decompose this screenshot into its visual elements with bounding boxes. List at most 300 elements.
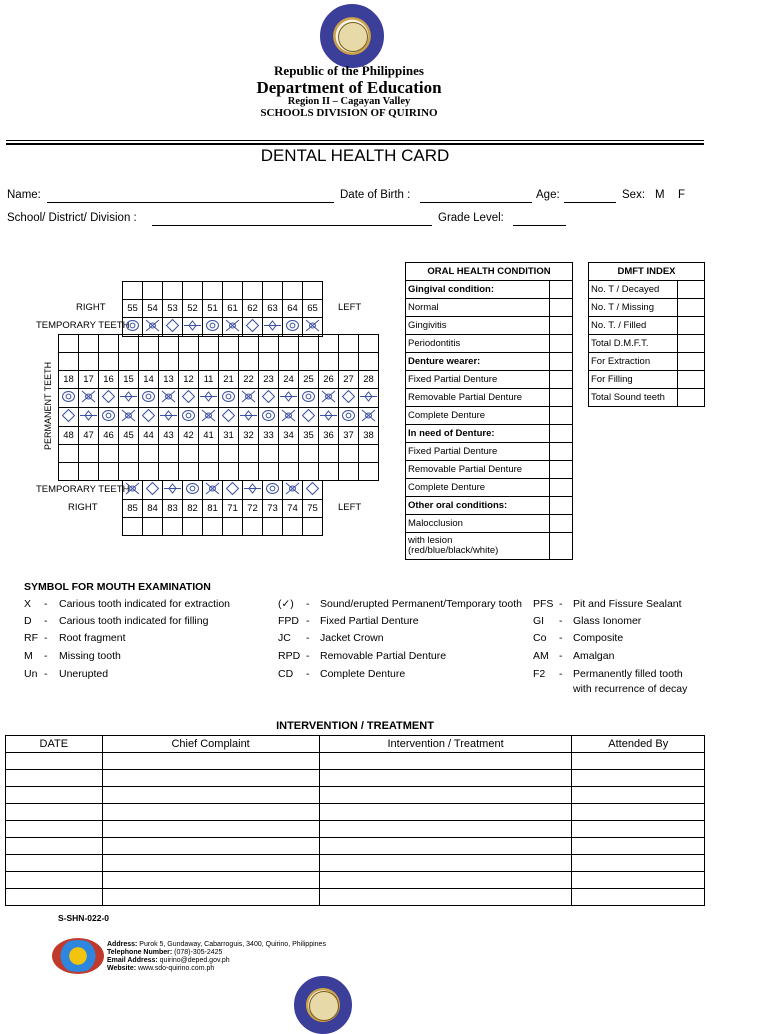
oral-check-box[interactable] [550,335,573,353]
intervention-cell[interactable] [102,855,319,872]
age-label: Age: [536,189,560,201]
tooth-diagram-permanent[interactable] [319,408,339,427]
intervention-row [6,821,705,838]
symbol-dash: - [306,632,310,644]
tooth-box[interactable] [279,463,299,481]
tooth-number: 62 [243,300,263,318]
oral-check-box[interactable] [550,281,573,299]
intervention-cell[interactable] [319,838,572,855]
lesion-colors: (red/blue/black/white) [408,545,499,556]
tooth-diagram-permanent[interactable] [299,389,319,408]
tooth-box[interactable] [143,518,163,536]
tooth-box[interactable] [339,353,359,371]
tooth-diagram-permanent[interactable] [219,389,239,408]
tooth-diagram-permanent[interactable] [159,408,179,427]
intervention-cell[interactable] [572,753,705,770]
tooth-diagram-permanent[interactable] [259,389,279,408]
intervention-cell[interactable] [6,855,103,872]
header-divider-2 [6,143,704,145]
tooth-diagram-permanent[interactable] [279,389,299,408]
tooth-box[interactable] [339,463,359,481]
tooth-box[interactable] [239,335,259,353]
oral-row-label: In need of Denture: [406,425,550,443]
grade-label: Grade Level: [438,212,504,224]
tooth-diagram-permanent[interactable] [79,389,99,408]
intervention-cell[interactable] [572,787,705,804]
tooth-box[interactable] [123,282,143,300]
tooth-diagram-permanent[interactable] [339,408,359,427]
tooth-number: 61 [223,300,243,318]
dmft-row-label: No. T / Decayed [589,281,678,299]
tooth-box[interactable] [79,335,99,353]
oral-check-box[interactable] [550,461,573,479]
oral-row [406,479,573,497]
oral-row [406,317,573,335]
tooth-number: 83 [163,500,183,518]
intervention-cell[interactable] [319,821,572,838]
tooth-box[interactable] [279,335,299,353]
lower-temporary-grid [122,480,323,536]
tooth-diagram-permanent[interactable] [359,389,379,408]
tooth-diagram-temporary-lower[interactable] [303,481,323,500]
dmft-table [588,262,705,407]
dob-label: Date of Birth : [340,189,411,201]
oral-check-box[interactable] [550,407,573,425]
tooth-box[interactable] [143,282,163,300]
intervention-row [6,838,705,855]
tooth-diagram-permanent[interactable] [199,408,219,427]
tooth-box[interactable] [279,353,299,371]
tooth-box[interactable] [179,353,199,371]
symbol-description: Sound/erupted Permanent/Temporary tooth [320,598,522,610]
intervention-cell[interactable] [319,889,572,906]
intervention-cell[interactable] [6,889,103,906]
tooth-box[interactable] [163,282,183,300]
tooth-number: 37 [339,427,359,445]
tooth-surface-icon [80,408,97,423]
intervention-cell[interactable] [6,872,103,889]
intervention-cell[interactable] [102,787,319,804]
tooth-box[interactable] [159,445,179,463]
dmft-row-label: For Extraction [589,353,678,371]
permanent-teeth-label: PERMANENT TEETH [43,361,53,450]
dmft-row [589,353,705,371]
tooth-number: 18 [59,371,79,389]
form-code: S-SHN-022-0 [58,913,110,923]
symbol-code: F2 [533,668,546,680]
tooth-diagram-permanent[interactable] [179,389,199,408]
dmft-row-label: Total D.M.F.T. [589,335,678,353]
symbol-description: Pit and Fissure Sealant [573,598,682,610]
tooth-box[interactable] [59,463,79,481]
symbol-dash: - [559,615,563,627]
tooth-box[interactable] [259,335,279,353]
tooth-box[interactable] [79,463,99,481]
tooth-box[interactable] [299,463,319,481]
name-field[interactable] [47,202,334,203]
tooth-box[interactable] [239,445,259,463]
oral-check-box[interactable] [550,497,573,515]
tooth-box[interactable] [319,335,339,353]
symbols-title: SYMBOL FOR MOUTH EXAMINATION [24,581,211,593]
grade-field[interactable] [513,225,566,226]
tooth-box[interactable] [139,335,159,353]
tooth-box[interactable] [219,353,239,371]
tooth-diagram-permanent[interactable] [139,389,159,408]
intervention-cell[interactable] [319,872,572,889]
intervention-cell[interactable] [319,787,572,804]
permanent-grid [58,334,379,481]
tooth-number: 32 [239,427,259,445]
symbol-dash: - [559,668,563,680]
intervention-row [6,787,705,804]
oral-check-box[interactable] [550,389,573,407]
tooth-box[interactable] [159,463,179,481]
oral-row [406,497,573,515]
tooth-diagram-permanent[interactable] [99,408,119,427]
tooth-box[interactable] [239,353,259,371]
tooth-box[interactable] [319,463,339,481]
tooth-box[interactable] [219,335,239,353]
tooth-box[interactable] [179,445,199,463]
dmft-value-box[interactable] [678,281,705,299]
tooth-number: 53 [163,300,183,318]
temporary-label-lower: TEMPORARY TEETH [36,484,130,495]
tooth-surface-icon [220,408,237,423]
symbol-dash: - [306,650,310,662]
intervention-row [6,770,705,787]
tooth-surface-icon [240,389,257,404]
tooth-surface-icon [100,389,117,404]
tooth-surface-icon [284,481,301,496]
tooth-box[interactable] [359,353,379,371]
tooth-box[interactable] [339,335,359,353]
tooth-surface-icon [340,408,357,423]
intervention-cell[interactable] [102,838,319,855]
tooth-diagram-permanent[interactable] [119,389,139,408]
symbol-description: Carious tooth indicated for extraction [59,598,231,610]
tooth-number: 17 [79,371,99,389]
phone-value: (078)-305-2425 [174,949,223,956]
intervention-cell[interactable] [102,821,319,838]
intervention-cell[interactable] [6,787,103,804]
tooth-surface-icon [360,408,377,423]
tooth-number: 73 [263,500,283,518]
tooth-box[interactable] [263,282,283,300]
tooth-diagram-permanent[interactable] [299,408,319,427]
tooth-box[interactable] [259,445,279,463]
tooth-number: 54 [143,300,163,318]
tooth-number: 42 [179,427,199,445]
tooth-box[interactable] [203,282,223,300]
oral-check-box[interactable] [550,353,573,371]
tooth-box[interactable] [283,518,303,536]
symbol-description: Missing tooth [59,650,121,662]
web-value[interactable]: www.sdo-quirino.com.ph [138,965,215,972]
tooth-box[interactable] [99,463,119,481]
tooth-box[interactable] [199,335,219,353]
intervention-row [6,804,705,821]
intervention-cell[interactable] [572,855,705,872]
tooth-box[interactable] [223,282,243,300]
intervention-cell[interactable] [102,770,319,787]
left-label-upper: LEFT [338,302,362,313]
tooth-diagram-permanent[interactable] [279,408,299,427]
tooth-diagram-temporary-lower[interactable] [143,481,163,500]
tooth-diagram-permanent[interactable] [119,408,139,427]
tooth-diagram-temporary-lower[interactable] [223,481,243,500]
tooth-box[interactable] [299,445,319,463]
tooth-box[interactable] [359,463,379,481]
oral-row-label: Other oral conditions: [406,497,550,515]
dob-field[interactable] [420,202,532,203]
tooth-diagram-permanent[interactable] [239,389,259,408]
tooth-box[interactable] [259,353,279,371]
tooth-diagram-temporary-lower[interactable] [183,481,203,500]
tooth-surface-icon [184,318,201,333]
tooth-box[interactable] [99,335,119,353]
intervention-cell[interactable] [6,804,103,821]
tooth-surface-icon [60,408,77,423]
symbol-dash: - [306,668,310,680]
tooth-box[interactable] [199,353,219,371]
tooth-diagram-permanent[interactable] [159,389,179,408]
tooth-box[interactable] [119,353,139,371]
tooth-surface-icon [300,408,317,423]
tooth-diagram-temporary-lower[interactable] [163,481,183,500]
tooth-box[interactable] [339,445,359,463]
tooth-box[interactable] [243,518,263,536]
temporary-label-upper: TEMPORARY TEETH [36,320,130,331]
tooth-box[interactable] [179,463,199,481]
tooth-box[interactable] [59,445,79,463]
tooth-diagram-temporary-lower[interactable] [243,481,263,500]
oral-row-label: Fixed Partial Denture [406,371,550,389]
deped-seal-bottom [294,976,352,1034]
symbol-description: Removable Partial Denture [320,650,447,662]
intervention-cell[interactable] [6,770,103,787]
left-label-lower: LEFT [338,502,362,513]
intervention-cell[interactable] [319,804,572,821]
tooth-box[interactable] [183,518,203,536]
tooth-box[interactable] [219,445,239,463]
intervention-cell[interactable] [102,804,319,821]
dmft-value-box[interactable] [678,299,705,317]
dmft-value-box[interactable] [678,353,705,371]
dmft-value-box[interactable] [678,317,705,335]
tooth-number: 27 [339,371,359,389]
tooth-box[interactable] [59,335,79,353]
tooth-diagram-permanent[interactable] [139,408,159,427]
tooth-box[interactable] [119,445,139,463]
tooth-box[interactable] [319,445,339,463]
tooth-surface-icon [124,481,141,496]
intervention-cell[interactable] [572,838,705,855]
tooth-box[interactable] [119,335,139,353]
tooth-diagram-temporary-lower[interactable] [263,481,283,500]
tooth-surface-icon [200,389,217,404]
dmft-value-box[interactable] [678,371,705,389]
tooth-box[interactable] [79,445,99,463]
dmft-row [589,281,705,299]
tooth-surface-icon [244,481,261,496]
symbol-description: Jacket Crown [320,632,384,644]
intervention-cell[interactable] [572,872,705,889]
tooth-box[interactable] [283,282,303,300]
sex-m-option[interactable]: M [655,189,665,201]
tooth-surface-icon [180,408,197,423]
symbol-dash: - [44,598,48,610]
tooth-diagram-permanent[interactable] [339,389,359,408]
dmft-row-label: No. T. / Filled [589,317,678,335]
tooth-box[interactable] [79,353,99,371]
tooth-diagram-permanent[interactable] [199,389,219,408]
tooth-box[interactable] [299,353,319,371]
tooth-box[interactable] [299,335,319,353]
symbol-description: Carious tooth indicated for filling [59,615,209,627]
email-value[interactable]: quirino@deped.gov.ph [159,957,230,964]
tooth-diagram-permanent[interactable] [59,408,79,427]
tooth-box[interactable] [243,282,263,300]
intervention-cell[interactable] [319,753,572,770]
symbol-code: AM [533,650,549,662]
dmft-value-box[interactable] [678,335,705,353]
tooth-number: 12 [179,371,199,389]
tooth-box[interactable] [359,445,379,463]
f2-extra-desc: with recurrence of decay [573,683,688,695]
sex-f-option[interactable]: F [678,189,686,201]
tooth-box[interactable] [159,353,179,371]
oral-check-box[interactable] [550,299,573,317]
tooth-diagram-permanent[interactable] [79,408,99,427]
tooth-surface-icon [200,408,217,423]
upper-temporary-grid [122,281,323,337]
tooth-box[interactable] [219,463,239,481]
intervention-cell[interactable] [572,889,705,906]
intervention-cell[interactable] [572,821,705,838]
intervention-cell[interactable] [319,770,572,787]
intervention-cell[interactable] [319,855,572,872]
dmft-row [589,335,705,353]
symbol-description: Complete Denture [320,668,406,680]
oral-check-box[interactable] [550,443,573,461]
oral-check-box[interactable] [550,425,573,443]
tooth-diagram-temporary-lower[interactable] [123,481,143,500]
tooth-diagram-permanent[interactable] [99,389,119,408]
tooth-diagram-temporary-lower[interactable] [203,481,223,500]
header-division: SCHOOLS DIVISION OF QUIRINO [260,107,438,119]
tooth-box[interactable] [259,463,279,481]
intervention-cell[interactable] [572,804,705,821]
tooth-box[interactable] [183,282,203,300]
intervention-cell[interactable] [6,838,103,855]
tooth-surface-icon [204,318,221,333]
tooth-box[interactable] [59,353,79,371]
oral-check-box[interactable] [550,317,573,335]
tooth-diagram-permanent[interactable] [259,408,279,427]
oral-check-lesion[interactable] [550,533,573,560]
tooth-box[interactable] [263,518,283,536]
tooth-number: 65 [303,300,323,318]
tooth-surface-icon [144,318,161,333]
tooth-box[interactable] [303,282,323,300]
school-field[interactable] [152,225,432,226]
header-department: Department of Education [256,78,442,97]
tooth-diagram-permanent[interactable] [219,408,239,427]
intervention-cell[interactable] [572,770,705,787]
tooth-box[interactable] [319,353,339,371]
dmft-row-label: For Filling [589,371,678,389]
tooth-box[interactable] [179,335,199,353]
tooth-box[interactable] [203,518,223,536]
dmft-row [589,299,705,317]
intervention-cell[interactable] [102,889,319,906]
tooth-box[interactable] [99,445,119,463]
tooth-box[interactable] [139,353,159,371]
dmft-row-label: Total Sound teeth [589,389,678,407]
tooth-box[interactable] [139,445,159,463]
tooth-box[interactable] [239,463,259,481]
tooth-diagram-temporary-lower[interactable] [283,481,303,500]
tooth-surface-icon [164,318,181,333]
oral-row-label: Complete Denture [406,407,550,425]
tooth-number: 33 [259,427,279,445]
oral-check-box[interactable] [550,371,573,389]
dmft-row [589,371,705,389]
tooth-diagram-permanent[interactable] [239,408,259,427]
tooth-box[interactable] [359,335,379,353]
age-field[interactable] [564,202,616,203]
oral-row-label: Malocclusion [406,515,550,533]
tooth-number: 75 [303,500,323,518]
oral-check-box[interactable] [550,479,573,497]
intervention-cell[interactable] [102,753,319,770]
intervention-column-header: DATE [6,736,103,753]
tooth-surface-icon [264,318,281,333]
tooth-box[interactable] [163,518,183,536]
dmft-value-box[interactable] [678,389,705,407]
tooth-box[interactable] [199,445,219,463]
tooth-box[interactable] [279,445,299,463]
tooth-number: 71 [223,500,243,518]
tooth-box[interactable] [303,518,323,536]
tooth-number: 22 [239,371,259,389]
intervention-cell[interactable] [102,872,319,889]
tooth-box[interactable] [199,463,219,481]
tooth-box[interactable] [223,518,243,536]
tooth-diagram-permanent[interactable] [59,389,79,408]
tooth-number: 45 [119,427,139,445]
tooth-diagram-permanent[interactable] [319,389,339,408]
tooth-box[interactable] [159,335,179,353]
intervention-row [6,889,705,906]
oral-row [406,425,573,443]
symbol-code: FPD [278,615,299,627]
symbol-description: Composite [573,632,624,644]
intervention-cell[interactable] [6,753,103,770]
tooth-box[interactable] [119,463,139,481]
tooth-diagram-permanent[interactable] [359,408,379,427]
dmft-header: DMFT INDEX [589,263,705,281]
tooth-diagram-permanent[interactable] [179,408,199,427]
tooth-box[interactable] [123,518,143,536]
tooth-number: 31 [219,427,239,445]
intervention-cell[interactable] [6,821,103,838]
tooth-box[interactable] [99,353,119,371]
oral-check-box[interactable] [550,515,573,533]
tooth-box[interactable] [139,463,159,481]
oral-row [406,281,573,299]
